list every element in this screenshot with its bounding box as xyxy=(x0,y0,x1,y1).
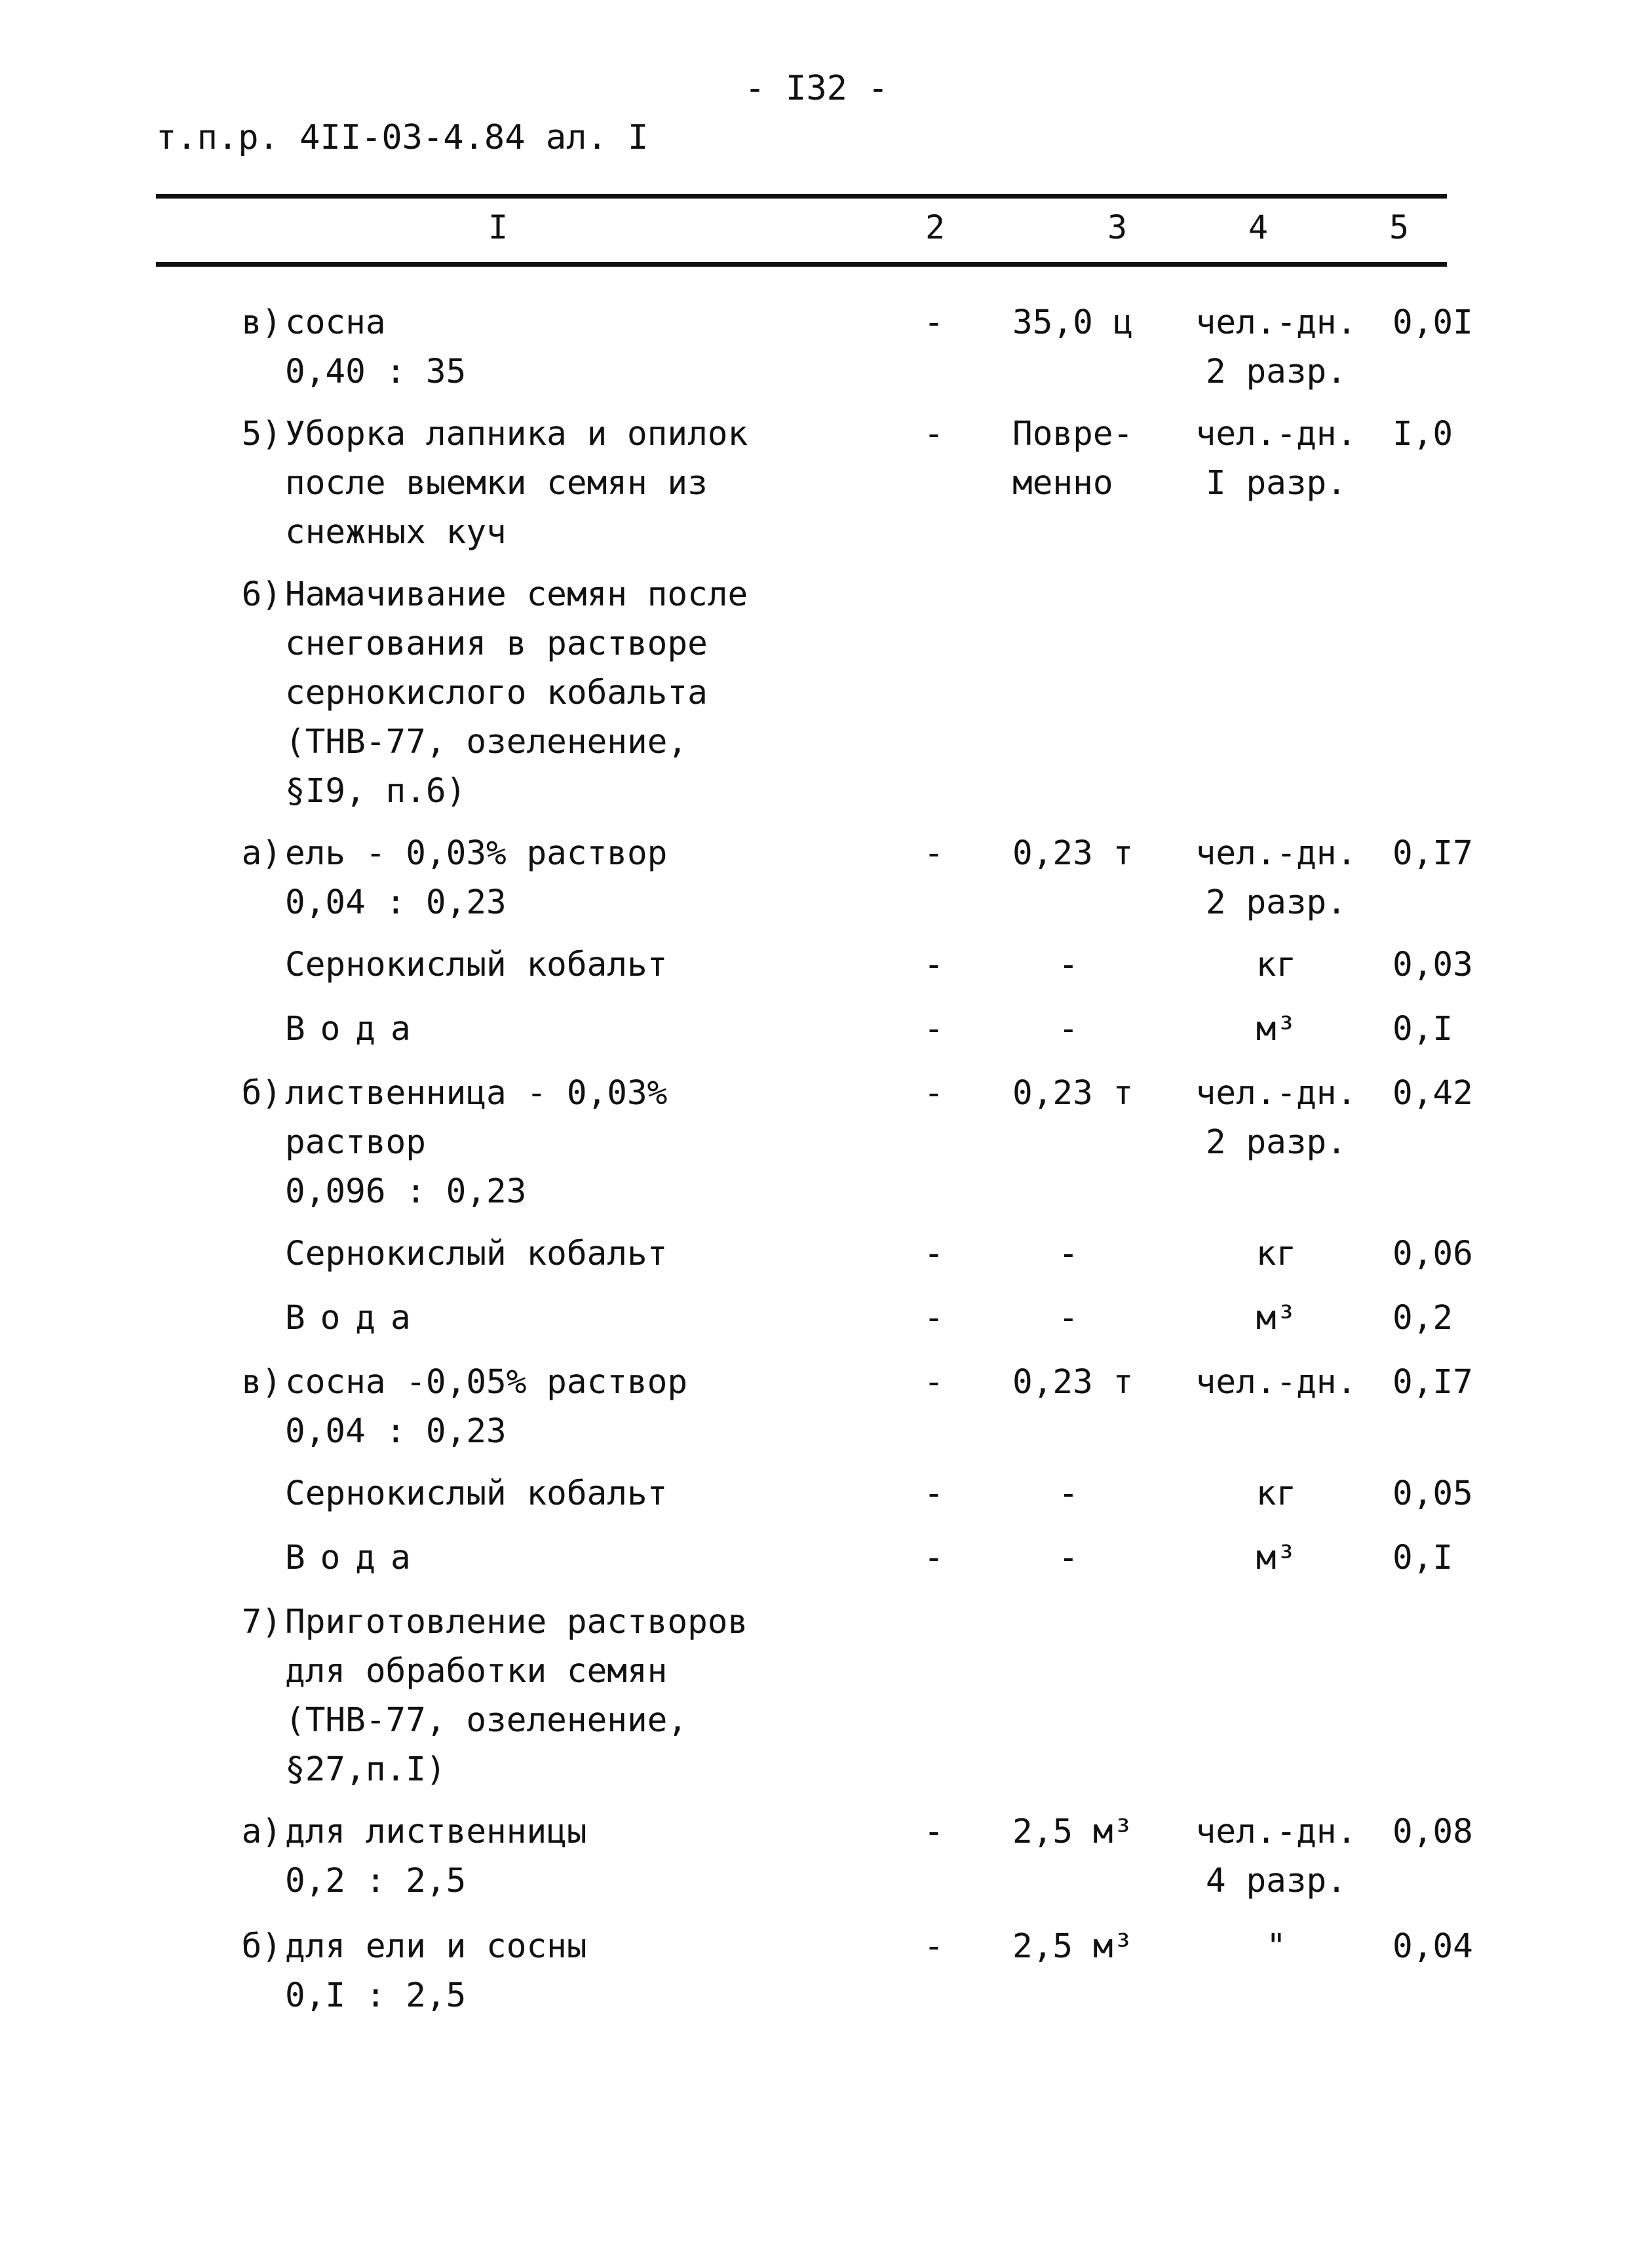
column-header-3: 3 xyxy=(1107,208,1128,246)
description-line: 0,04 : 0,23 xyxy=(285,1412,507,1451)
unit-line: м³ xyxy=(1256,1539,1297,1577)
unit-value xyxy=(1183,1358,1370,1407)
unit-line: " xyxy=(1266,1927,1286,1966)
norm-value: 0,42 xyxy=(1393,1074,1473,1113)
description-line: 0,40 : 35 xyxy=(285,353,467,391)
description-line: снежных куч xyxy=(285,513,507,552)
unit-line: 2 разр. xyxy=(1206,1123,1347,1162)
item-marker: 7) xyxy=(241,1603,282,1642)
description-line: Сернокислый кобальт xyxy=(285,1474,668,1513)
norm-value: 0,05 xyxy=(1393,1474,1473,1513)
column-2-value: - xyxy=(923,834,944,873)
item-description xyxy=(285,1533,426,1583)
volume-value xyxy=(1012,1294,1163,1343)
item-description xyxy=(285,1922,587,2020)
volume-value xyxy=(1012,1358,1163,1407)
table-row xyxy=(0,829,1633,940)
table-row xyxy=(0,1922,1633,2033)
table-row xyxy=(0,1005,1633,1069)
unit-value xyxy=(1183,1469,1370,1518)
description-line: 0,096 : 0,23 xyxy=(285,1172,527,1211)
norm-value: I,0 xyxy=(1393,415,1453,453)
unit-line: чел.-дн. xyxy=(1195,834,1357,873)
table-row xyxy=(0,1807,1633,1922)
page-number: - I32 - xyxy=(744,69,889,108)
item-description xyxy=(285,1229,667,1278)
column-2-value: - xyxy=(923,1235,944,1273)
item-marker: 6) xyxy=(241,575,282,614)
unit-line: кг xyxy=(1256,1235,1297,1273)
unit-value xyxy=(1183,410,1370,508)
volume-line: менно xyxy=(1012,464,1113,503)
volume-line: - xyxy=(1058,946,1079,984)
description-line: снегования в растворе xyxy=(285,625,708,663)
table-row xyxy=(0,940,1633,1005)
volume-value xyxy=(1012,1807,1163,1856)
item-description xyxy=(285,410,748,557)
description-line: сосна -0,05% раствор xyxy=(285,1363,688,1402)
volume-value xyxy=(1012,1922,1163,1971)
description-line: Приготовление растворов xyxy=(285,1603,748,1642)
description-line: (ТНВ-77, озеленение, xyxy=(285,1701,688,1740)
volume-line: 0,23 т xyxy=(1012,834,1134,873)
item-marker: а) xyxy=(241,1813,282,1851)
table-row xyxy=(0,298,1633,410)
column-2-value: - xyxy=(923,1010,944,1048)
table-row xyxy=(0,1598,1633,1807)
item-description xyxy=(285,570,748,816)
unit-value xyxy=(1183,1005,1370,1054)
volume-line: - xyxy=(1058,1010,1079,1048)
table-row xyxy=(0,1533,1633,1598)
item-marker: а) xyxy=(241,834,282,873)
item-description xyxy=(285,829,667,927)
unit-line: 4 разр. xyxy=(1206,1862,1347,1900)
column-2-value: - xyxy=(923,1539,944,1577)
unit-value xyxy=(1183,1294,1370,1343)
column-header-1: I xyxy=(488,208,509,246)
unit-line: 2 разр. xyxy=(1206,353,1347,391)
unit-line: чел.-дн. xyxy=(1195,303,1357,342)
unit-value xyxy=(1183,1922,1370,1971)
volume-line: 0,23 т xyxy=(1012,1074,1134,1113)
column-2-value: - xyxy=(923,415,944,453)
table-row xyxy=(0,1069,1633,1229)
column-2-value: - xyxy=(923,1363,944,1402)
column-header-4: 4 xyxy=(1248,208,1269,246)
volume-value xyxy=(1012,829,1163,878)
description-line: Намачивание семян после xyxy=(285,575,748,614)
norm-value: 0,06 xyxy=(1393,1235,1473,1273)
volume-line: - xyxy=(1058,1299,1079,1337)
unit-line: кг xyxy=(1256,1474,1297,1513)
description-line: 0,04 : 0,23 xyxy=(285,883,507,922)
column-2-value: - xyxy=(923,1074,944,1113)
table-row xyxy=(0,1358,1633,1469)
description-line: (ТНВ-77, озеленение, xyxy=(285,723,688,761)
item-description xyxy=(285,1807,587,1906)
volume-value xyxy=(1012,1229,1163,1278)
description-line: сосна xyxy=(285,303,386,342)
unit-value xyxy=(1183,940,1370,990)
document-reference: т.п.р. 4II-03-4.84 ал. I xyxy=(156,118,649,157)
unit-line: I разр. xyxy=(1206,464,1347,503)
item-description xyxy=(285,940,667,990)
volume-line: - xyxy=(1058,1539,1079,1577)
unit-value xyxy=(1183,1533,1370,1583)
description-line: 0,2 : 2,5 xyxy=(285,1862,467,1900)
description-line: Сернокислый кобальт xyxy=(285,946,668,984)
column-2-value: - xyxy=(923,303,944,342)
description-line: после выемки семян из xyxy=(285,464,708,503)
column-2-value: - xyxy=(923,946,944,984)
item-description xyxy=(285,1069,667,1216)
volume-value xyxy=(1012,1069,1163,1118)
column-2-value: - xyxy=(923,1813,944,1851)
description-line: Сернокислый кобальт xyxy=(285,1235,668,1273)
column-2-value: - xyxy=(923,1474,944,1513)
norm-value: 0,0I xyxy=(1393,303,1473,342)
volume-value xyxy=(1012,1533,1163,1583)
norm-value: 0,08 xyxy=(1393,1813,1473,1851)
norm-value: 0,I7 xyxy=(1393,1363,1473,1402)
header-rule-bottom xyxy=(156,262,1447,267)
item-marker: б) xyxy=(241,1074,282,1113)
volume-value xyxy=(1012,298,1163,347)
table-row xyxy=(0,410,1633,570)
description-line: для лиственницы xyxy=(285,1813,587,1851)
column-header-2: 2 xyxy=(925,208,946,246)
unit-value xyxy=(1183,1807,1370,1906)
item-marker: в) xyxy=(241,303,282,342)
unit-value xyxy=(1183,298,1370,396)
item-marker: в) xyxy=(241,1363,282,1402)
unit-line: чел.-дн. xyxy=(1195,415,1357,453)
description-line: Вода xyxy=(285,1539,426,1577)
unit-line: м³ xyxy=(1256,1010,1297,1048)
table-row xyxy=(0,1294,1633,1358)
item-marker: б) xyxy=(241,1927,282,1966)
unit-line: чел.-дн. xyxy=(1195,1813,1357,1851)
item-description xyxy=(285,1294,426,1343)
column-header-5: 5 xyxy=(1389,208,1410,246)
norm-value: 0,2 xyxy=(1393,1299,1453,1337)
norm-value: 0,04 xyxy=(1393,1927,1473,1966)
unit-line: чел.-дн. xyxy=(1195,1363,1357,1402)
description-line: ель - 0,03% раствор xyxy=(285,834,668,873)
description-line: Вода xyxy=(285,1010,426,1048)
description-line: 0,I : 2,5 xyxy=(285,1976,467,2015)
volume-line: 2,5 м³ xyxy=(1012,1927,1134,1966)
unit-value xyxy=(1183,1229,1370,1278)
description-line: для обработки семян xyxy=(285,1652,668,1691)
norm-value: 0,I xyxy=(1393,1539,1453,1577)
table-row xyxy=(0,1229,1633,1294)
description-line: §I9, п.6) xyxy=(285,772,467,811)
unit-line: 2 разр. xyxy=(1206,883,1347,922)
description-line: сернокислого кобальта xyxy=(285,674,708,712)
volume-line: 35,0 ц xyxy=(1012,303,1134,342)
unit-line: чел.-дн. xyxy=(1195,1074,1357,1113)
description-line: Уборка лапника и опилок xyxy=(285,415,748,453)
norm-value: 0,I xyxy=(1393,1010,1453,1048)
item-marker: 5) xyxy=(241,415,282,453)
volume-line: 0,23 т xyxy=(1012,1363,1134,1402)
volume-line: - xyxy=(1058,1235,1079,1273)
description-line: §27,п.I) xyxy=(285,1750,446,1789)
column-2-value: - xyxy=(923,1299,944,1337)
column-2-value: - xyxy=(923,1927,944,1966)
unit-line: кг xyxy=(1256,946,1297,984)
description-line: для ели и сосны xyxy=(285,1927,587,1966)
norm-value: 0,03 xyxy=(1393,946,1473,984)
item-description xyxy=(285,298,466,396)
unit-line: м³ xyxy=(1256,1299,1297,1337)
volume-value xyxy=(1012,1469,1163,1518)
item-description xyxy=(285,1598,748,1794)
volume-value xyxy=(1012,410,1163,508)
volume-value xyxy=(1012,940,1163,990)
volume-line: Повре- xyxy=(1012,415,1134,453)
unit-value xyxy=(1183,1069,1370,1167)
item-description xyxy=(285,1469,667,1518)
norm-value: 0,I7 xyxy=(1393,834,1473,873)
table-row xyxy=(0,570,1633,829)
norms-table xyxy=(0,298,1633,2033)
header-rule-top xyxy=(156,194,1447,199)
volume-line: 2,5 м³ xyxy=(1012,1813,1134,1851)
table-row xyxy=(0,1469,1633,1533)
description-line: раствор xyxy=(285,1123,426,1162)
volume-line: - xyxy=(1058,1474,1079,1513)
unit-value xyxy=(1183,829,1370,927)
item-description xyxy=(285,1358,687,1456)
description-line: Вода xyxy=(285,1299,426,1337)
volume-value xyxy=(1012,1005,1163,1054)
description-line: лиственница - 0,03% xyxy=(285,1074,668,1113)
item-description xyxy=(285,1005,426,1054)
